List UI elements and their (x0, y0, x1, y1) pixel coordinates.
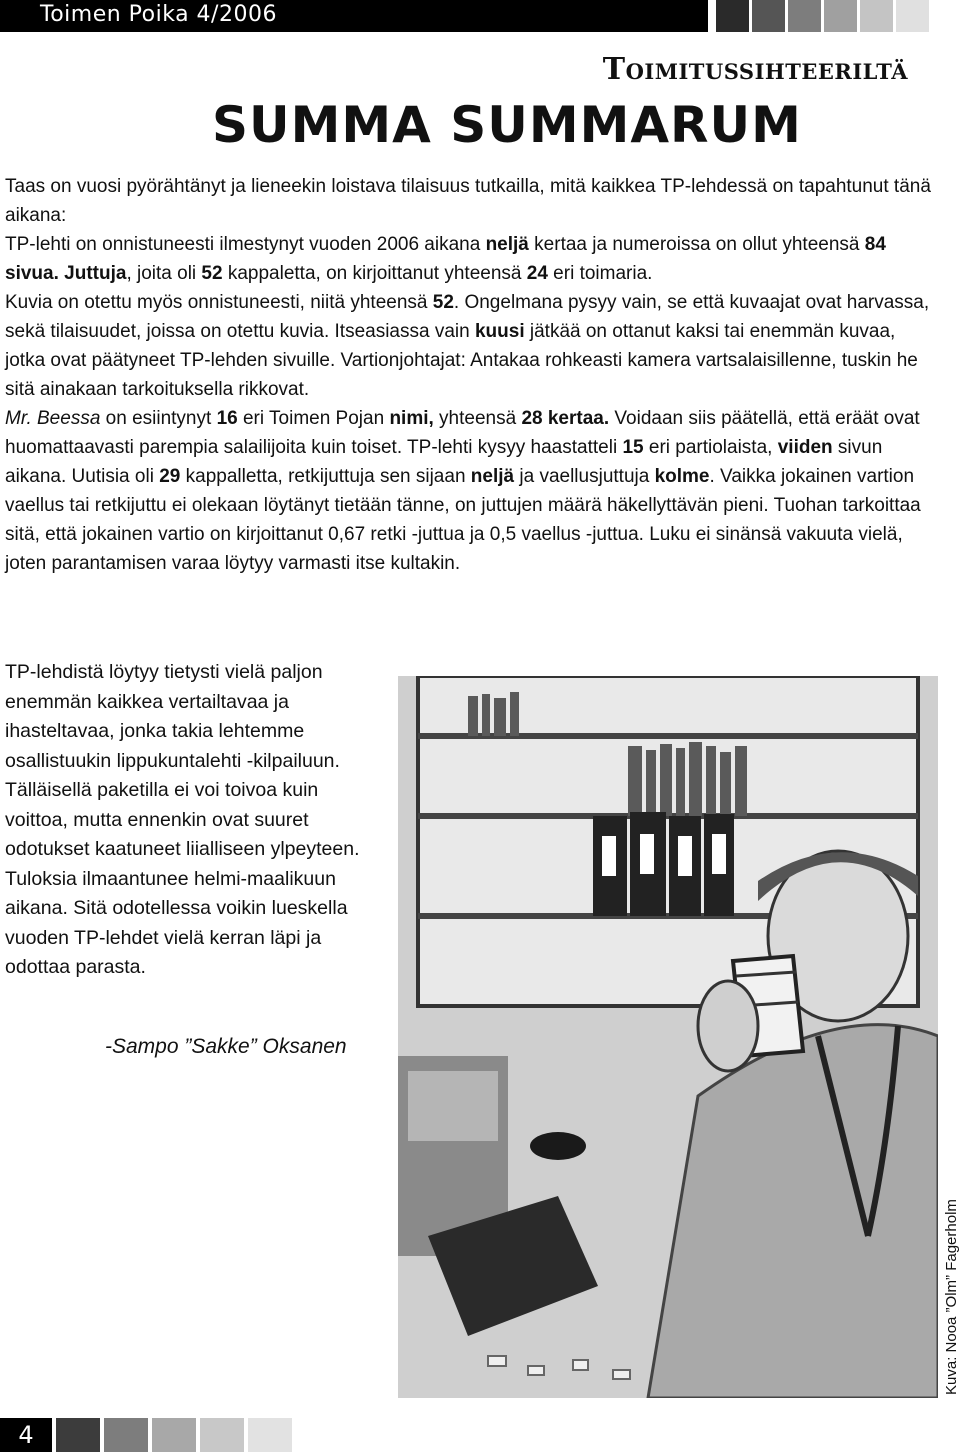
text-run: 15 (622, 437, 644, 458)
header-square-5 (860, 0, 893, 32)
text-run: viiden (777, 437, 833, 458)
header-square-3 (788, 0, 821, 32)
text-run: nimi, (389, 408, 434, 429)
text-run: . Vaikka jokainen vartion vaellus tai retkijuttu ei olekaan löytänyt tietään tänne, on juttujen määrä häkellyttävän pieni. Tuohan tarkoittaa sitä, että jokainen vartio on kirjoittanut 0,67 retki -juttua ja 0,5 vaellus -juttua. Luku ei sinänsä vakuuta vielä, joten parantamisen varaa löytyy varmasti itse kultakin. (5, 466, 921, 574)
text-run: yhteensä (433, 408, 522, 429)
lead-text (5, 172, 940, 578)
photo-credit: Kuva: Nooa ”Olm” Fagerholm (943, 1199, 960, 1395)
side-paragraph: TP-lehdistä löytyy tietysti vielä paljon enemmän kaikkea vertailtavaa ja ihasteltavaa, jonka takia lehtemme osallistuukin lippukuntalehti -kilpailuun. Tälläisellä paketilla ei voi toivoa kuin voittoa, mutta ennenkin ovat suuret odotukset kaatuneet liialliseen ylpeyteen. Tuloksia ilmaantunee helmi-maalikuun aikana. Sitä odotellessa voikin lueskella vuoden TP-lehdet vielä kerran läpi ja odottaa parasta. (5, 661, 360, 978)
lead-paragraph-4 (5, 404, 940, 578)
text-run: 84 sivua. (5, 234, 886, 284)
text-run: kertaa ja numeroissa on ollut yhteensä (528, 234, 865, 255)
article-photo (398, 676, 938, 1398)
lead-paragraph-3 (5, 288, 940, 404)
text-run: eri Toimen Pojan (237, 408, 390, 429)
text-run: sivun aikana. Uutisia oli (5, 437, 883, 487)
text-run: eri partiolaista, (643, 437, 778, 458)
photo-illustration (398, 676, 938, 1398)
text-run: Mr. Beessa (5, 408, 101, 429)
text-run: 28 kertaa. (521, 408, 610, 429)
text-run: 52 (201, 263, 223, 284)
footer-square-4 (200, 1418, 244, 1452)
lead-paragraph-2 (5, 230, 940, 288)
text-run: 16 (216, 408, 238, 429)
side-column-text (5, 658, 381, 983)
text-run: 24 (526, 263, 548, 284)
footer-square-1 (56, 1418, 100, 1452)
text-run: jätkää on ottanut kaksi tai enemmän kuvaa, jotka ovat päätyneet TP-lehden sivuille. Vartionjohtajat: Antakaa rohkeasti kamera vartsalaisillenne, tuskin he sitä ainakaan tarkoituksella rikkovat. (5, 321, 918, 400)
publication-title: Toimen Poika 4/2006 (40, 2, 277, 27)
text-run: neljä (485, 234, 529, 255)
text-run: on esiintynyt (100, 408, 217, 429)
page-number: 4 (0, 1418, 52, 1452)
article-title: SUMMA SUMMARUM (212, 96, 802, 154)
text-run: , joita oli (126, 263, 202, 284)
footer-square-5 (248, 1418, 292, 1452)
footer-square-2 (104, 1418, 148, 1452)
header-square-2 (752, 0, 785, 32)
text-run: kappaletta, on kirjoittanut yhteensä (222, 263, 527, 284)
text-run: TP-lehti on onnistuneesti ilmestynyt vuoden 2006 aikana (5, 234, 486, 255)
header-square-4 (824, 0, 857, 32)
author-signature: -Sampo ”Sakke” Oksanen (105, 1035, 347, 1058)
text-run: Kuvia on otettu myös onnistuneesti, niitä yhteensä (5, 292, 433, 313)
header-bar (0, 0, 708, 32)
text-run: kappalletta, retkijuttuja sen sijaan (180, 466, 471, 487)
text-run: Voidaan siis päätellä, että eräät ovat huomattaavasti parempia salailijoita kuin toiset. TP-lehti kysyy haastatteli (5, 408, 920, 458)
footer-square-3 (152, 1418, 196, 1452)
section-label: Toimitussihteeriltä (602, 52, 908, 87)
lead-paragraph-1 (5, 172, 940, 230)
text-run: 52 (432, 292, 454, 313)
text-run: neljä (470, 466, 515, 487)
text-run: kuusi (474, 321, 525, 342)
text-run: kolme (654, 466, 710, 487)
text-run: ja vaellusjuttuja (514, 466, 655, 487)
header-square-6 (896, 0, 929, 32)
text-run: Juttuja (64, 263, 127, 284)
text-run: Taas on vuosi pyörähtänyt ja lieneekin loistava tilaisuus tutkailla, mitä kaikkea TP-lehdessä on tapahtunut tänä aikana: (5, 176, 931, 226)
text-run: 29 (159, 466, 181, 487)
text-run: eri toimaria. (547, 263, 653, 284)
text-run: . Ongelmana pysyy vain, se että kuvaajat ovat harvassa, sekä tilaisuudet, joissa on otettu kuvia. Itseasiassa vain (5, 292, 930, 342)
header-square-1 (716, 0, 749, 32)
